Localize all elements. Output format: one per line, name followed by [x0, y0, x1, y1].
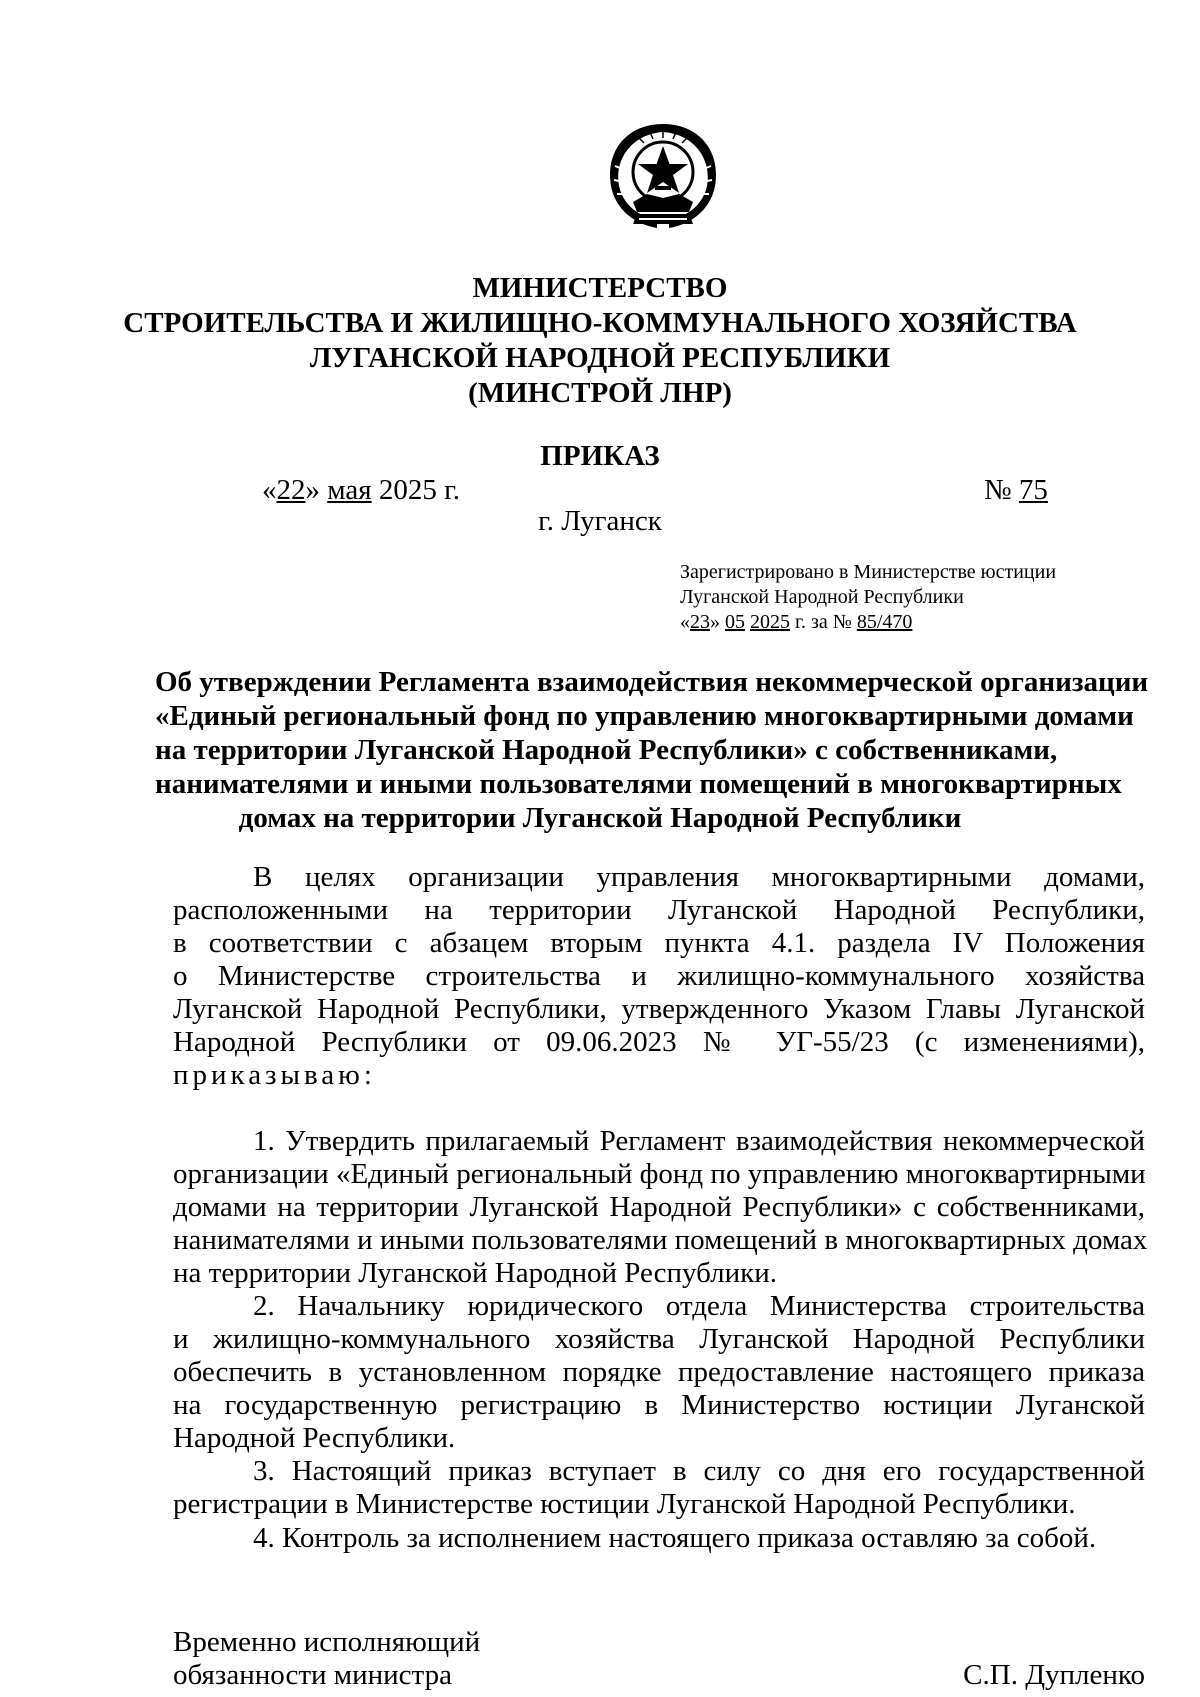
item-line: Народной Республики.	[173, 1422, 456, 1454]
order-title	[155, 665, 1149, 835]
date-month: мая	[327, 474, 372, 506]
signatory-position	[173, 1626, 480, 1692]
item-line: нанимателями и иными пользователями помещений в многоквартирных домах	[173, 1224, 1148, 1256]
order-number	[984, 474, 1048, 507]
item-line: 1. Утвердить прилагаемый Регламент взаимодействия некоммерческой	[253, 1125, 1145, 1157]
title-line: на территории Луганской Народной Республики» с собственниками,	[155, 734, 1058, 766]
number-value: 75	[1018, 474, 1048, 506]
item-line: на территории Луганской Народной Республики.	[173, 1257, 778, 1289]
number-prefix: №	[984, 474, 1012, 506]
reg-number: 85/470	[856, 611, 913, 633]
date-close-quote: »	[305, 474, 320, 506]
preamble-line: В целях организации управления многоквартирными домами,	[253, 861, 1145, 893]
item-line: 2. Начальнику юридического отдела Министерства строительства	[253, 1290, 1145, 1322]
position-line-1: Временно исполняющий	[173, 1626, 481, 1658]
date-open-quote: «	[262, 474, 277, 506]
date-year: 2025 г.	[378, 474, 460, 506]
reg-year: 2025	[750, 611, 790, 633]
document-type: ПРИКАЗ	[540, 440, 660, 472]
reg-close-quote: »	[710, 611, 720, 633]
ministry-header	[100, 271, 1100, 411]
reg-day: 23	[690, 611, 710, 633]
item-line: 3. Настоящий приказ вступает в силу со дня его государственной	[253, 1455, 1145, 1487]
order-item-3	[173, 1455, 1145, 1521]
item-line: на государственную регистрацию в Министерство юстиции Луганской	[173, 1389, 1145, 1421]
position-line-2: обязанности министра	[173, 1659, 452, 1691]
order-item-1	[173, 1125, 1148, 1290]
title-line: домах на территории Луганской Народной Республики	[238, 802, 962, 834]
reg-open-quote: «	[680, 611, 690, 633]
header-line-2: СТРОИТЕЛЬСТВА И ЖИЛИЩНО-КОММУНАЛЬНОГО ХОЗЯЙСТВА	[123, 307, 1077, 339]
registration-note	[680, 560, 1056, 635]
item-line: домами на территории Луганской Народной Республики» с собственниками,	[173, 1191, 1145, 1223]
title-line: «Единый региональный фонд по управлению многоквартирными домами	[155, 700, 1134, 732]
registration-line-1: Зарегистрировано в Министерстве юстиции	[680, 561, 1057, 583]
signatory-name: С.П. Дупленко	[963, 1659, 1145, 1691]
title-line: нанимателями и иными пользователями помещений в многоквартирных	[155, 768, 1122, 800]
coat-of-arms-icon	[597, 116, 729, 236]
header-line-1: МИНИСТЕРСТВО	[472, 272, 728, 304]
title-line: Об утверждении Регламента взаимодействия некоммерческой организации	[155, 666, 1149, 698]
preamble-line: Народной Республики от 09.06.2023 № УГ-55/23 (с изменениями),	[173, 1026, 1145, 1058]
item-line: и жилищно-коммунального хозяйства Луганской Народной Республики	[173, 1323, 1145, 1355]
preamble-line: приказываю:	[173, 1059, 376, 1091]
reg-month: 05	[725, 611, 745, 633]
header-line-4: (МИНСТРОЙ ЛНР)	[468, 377, 732, 409]
preamble-line: Луганской Народной Республики, утвержденного Указом Главы Луганской	[173, 993, 1145, 1025]
item-line: организации «Единый региональный фонд по управлению многоквартирными	[173, 1158, 1146, 1190]
preamble-line: в соответствии с абзацем вторым пункта 4.1. раздела IV Положения	[173, 927, 1145, 959]
date-day: 22	[276, 474, 306, 506]
registration-line-2: Луганской Народной Республики	[680, 586, 964, 608]
order-item-2	[173, 1290, 1145, 1455]
preamble-paragraph	[173, 861, 1145, 1092]
item-line: обеспечить в установленном порядке предоставление настоящего приказа	[173, 1356, 1145, 1388]
item-line: регистрации в Министерстве юстиции Луганской Народной Республики.	[173, 1488, 1076, 1520]
order-date	[262, 474, 460, 507]
city: г. Луганск	[538, 505, 662, 537]
order-item-4	[173, 1522, 1145, 1555]
registration-line-3	[680, 610, 1056, 635]
reg-suffix: г. за №	[795, 611, 852, 633]
header-line-3: ЛУГАНСКОЙ НАРОДНОЙ РЕСПУБЛИКИ	[309, 342, 891, 374]
preamble-line: о Министерстве строительства и жилищно-коммунального хозяйства	[173, 960, 1145, 992]
item-line: 4. Контроль за исполнением настоящего приказа оставляю за собой.	[253, 1522, 1097, 1554]
preamble-line: расположенными на территории Луганской Народной Республики,	[173, 894, 1145, 926]
